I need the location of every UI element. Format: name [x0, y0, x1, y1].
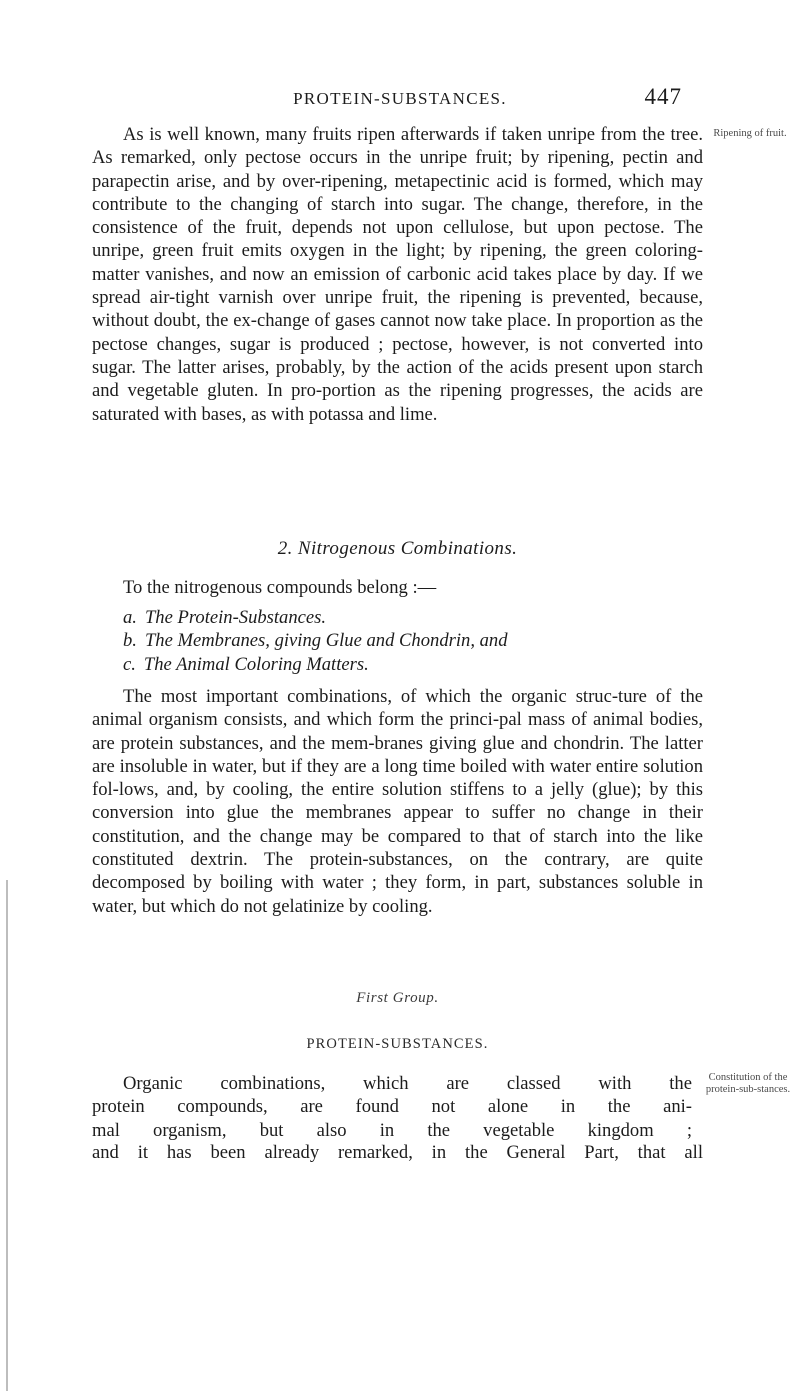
- list-item: [123, 606, 508, 629]
- paragraph-line: Organic combinations, which are classed with the: [123, 1073, 692, 1094]
- list-letter: b.: [123, 630, 137, 652]
- paragraph-organic: [92, 1072, 692, 1142]
- paragraph-ripening: [92, 123, 703, 426]
- group-heading: First Group.: [356, 990, 439, 1006]
- marginal-note-constitution: Constitution of the protein-sub-stances.: [705, 1072, 791, 1095]
- list-item: [123, 653, 508, 676]
- list-letter: a.: [123, 607, 137, 628]
- list-text: The Membranes, giving Glue and Chondrin, and: [144, 630, 508, 652]
- paragraph-combinations: [92, 685, 703, 918]
- intro-line: To the nitrogenous compounds belong :—: [123, 577, 437, 598]
- paragraph-organic-continued: [92, 1141, 703, 1164]
- paragraph-text: As is well known, many fruits ripen afterwards if taken unripe from the tree. As remarked, only pectose occurs in the unripe fruit; by ripening, pectin and parapectin arise, and by over-ripening, metapectinic acid is formed, which may contribute to the changing of starch into sugar. The change, therefore, in the consistence of the fruit, depends not upon cellulose, but upon pectose. The unripe, green fruit emits oxygen in the light; by ripening, the green coloring-matter vanishes, and now an emission of carbonic acid takes place by day. If we spread air-tight varnish over unripe fruit, the ripening is prevented, because, without doubt, the ex-change of gases cannot now take place. In proportion as the pectose changes, sugar is produced ; pectose, however, is not converted into sugar. The latter arises, probably, by the action of the acids present upon starch and vegetable gluten. In pro-portion as the ripening progresses, the acids are saturated with bases, as with potassa and lime.: [92, 124, 703, 425]
- list-text: The Protein-Substances.: [144, 607, 327, 628]
- page-edge-shadow: [6, 880, 8, 1391]
- running-head: PROTEIN-SUBSTANCES.: [293, 89, 507, 108]
- paragraph-text: The most important combinations, of which the organic struc-ture of the animal organism consists, and which form the princi-pal mass of animal bodies, are protein substances, and the mem-branes giving glue and chondrin. The latter are insoluble in water, but if they are a long time boiled with water entire solution fol-lows, and, by cooling, the entire solution stiffens to a jelly (glue); by this conversion into glue the membranes appear to suffer no change in their constitution, and the change may be compared to that of starch into the like constituted dextrin. The protein-substances, on the contrary, are quite decomposed by boiling with water ; they form, in part, substances soluble in water, but which do not gelatinize by cooling.: [92, 686, 703, 917]
- paragraph-line: mal organism, but also in the vegetable kingdom ;: [92, 1119, 692, 1141]
- marginal-note-ripening: Ripening of fruit.: [713, 128, 787, 139]
- section-heading: 2. Nitrogenous Combinations.: [277, 538, 518, 559]
- paragraph-line: and it has been already remarked, in the General Part, that all: [92, 1142, 703, 1163]
- paragraph-line: protein compounds, are found not alone in the ani-: [92, 1096, 692, 1118]
- list-item: [123, 629, 508, 652]
- page-header: [0, 84, 800, 114]
- page-number: 447: [644, 84, 682, 109]
- list-text: The Animal Coloring Matters.: [143, 653, 369, 675]
- compound-list: [123, 606, 508, 676]
- group-subheading: PROTEIN-SUBSTANCES.: [306, 1036, 489, 1052]
- list-letter: c.: [123, 653, 136, 675]
